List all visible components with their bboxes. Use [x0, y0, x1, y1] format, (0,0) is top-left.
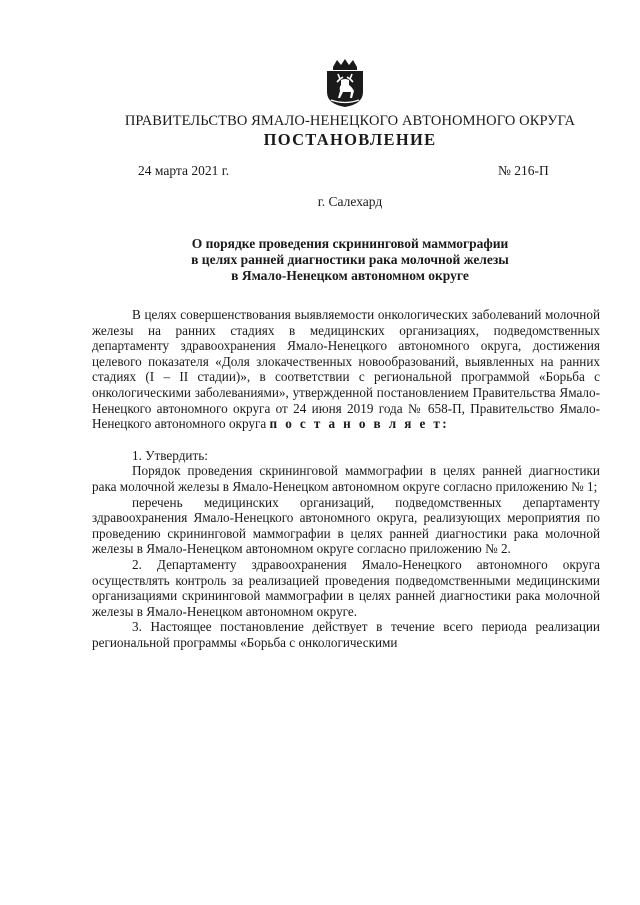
- government-title: ПРАВИТЕЛЬСТВО ЯМАЛО-НЕНЕЦКОГО АВТОНОМНОГО ОКРУГА: [124, 113, 576, 129]
- document-heading: [90, 236, 610, 284]
- item-1-b: перечень медицинских организаций, подведомственных департаменту здравоохранения Ямало-Ненецкого автономного округа, реализующих мероприятия по проведению скрининговой маммографии в целях ранней диагностики рака молочной железы в Ямало-Ненецком автономном округе согласно приложению № 2.: [92, 494, 600, 557]
- document-body: [92, 307, 600, 650]
- document-type: ПОСТАНОВЛЕНИЕ: [263, 130, 437, 149]
- preamble-paragraph: [92, 307, 600, 432]
- coat-of-arms-icon: [321, 58, 369, 108]
- heading-line: в целях ранней диагностики рака молочной железы: [191, 252, 509, 267]
- document-city: г. Салехард: [317, 194, 383, 209]
- preamble-text: В целях совершенствования выявляемости онкологических заболеваний молочной железы на ранних стадиях в медицинских организациях, подведомственных департаменту здравоохранения Ямало-Ненецкого автономного округа, достижения целевого показателя «Доля злокачественных новообразований, выявленных на ранних стадиях (I – II стадии)», в соответствии с региональной программой «Борьба с онкологическими заболеваниями», утвержденной постановлением Правительства Ямало-Ненецкого автономного округа от 24 июня 2019 года № 658-П, Правительство Ямало-Ненецкого автономного округа: [92, 307, 600, 432]
- document-date: 24 марта 2021 г.: [138, 163, 230, 178]
- heading-line: О порядке проведения скрининговой маммографии: [191, 236, 509, 251]
- resolves-word: п о с т а н о в л я е т:: [269, 416, 450, 432]
- item-1: 1. Утвердить:: [132, 447, 208, 463]
- item-3: 3. Настоящее постановление действует в течение всего периода реализации региональной программы «Борьба с онкологическими: [92, 619, 600, 650]
- item-2: 2. Департаменту здравоохранения Ямало-Ненецкого автономного округа осуществлять контроль за реализацией проведения подведомственными медицинскими организациями скрининговой маммографии в целях ранней диагностики рака молочной железы в Ямало-Ненецком автономном округе.: [92, 556, 600, 619]
- item-1-a: Порядок проведения скрининговой маммографии в целях ранней диагностики рака молочной железы в Ямало-Ненецком автономном округе согласно приложению № 1;: [92, 463, 600, 494]
- heading-line: в Ямало-Ненецком автономном округе: [231, 268, 469, 283]
- document-number: № 216-П: [498, 163, 549, 178]
